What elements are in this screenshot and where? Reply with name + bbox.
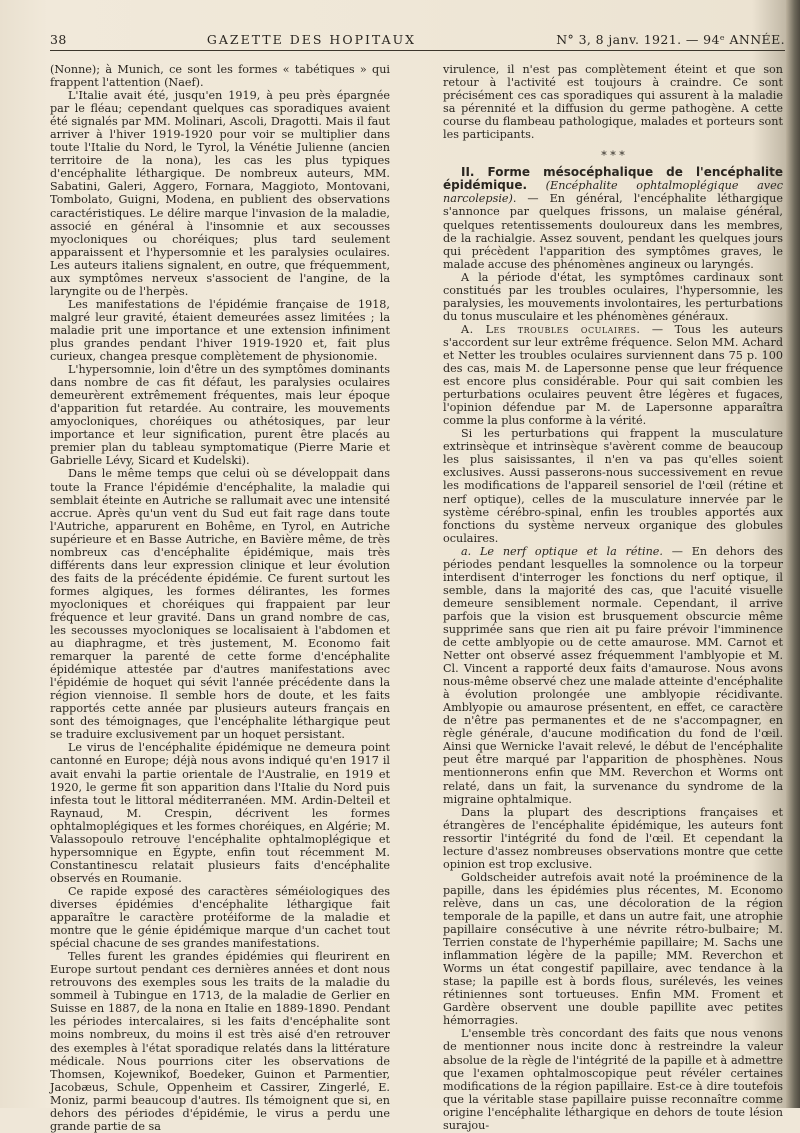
- paragraph: Goldscheider autrefois avait noté la proéminence de la papille, dans les épidémies plus récentes, M. Economo relève, dans un cas, une décoloration de la région temporale de la papille, et dans un autre fait, une atrophie papillaire consécutive à une névrite rétro-bulbaire; M. Terrien constate de l'hyperhémie papillaire; M. Sachs une inflammation légère de la papille; MM. Reverchon et Worms un état congestif papillaire, avec tendance à la stase; la papille est à bords flous, surélevés, les veines rétiniennes sont tortueuses. Enfin MM. Froment et Gardère observent une double papillite avec petites hémorragies.: [443, 870, 783, 1028]
- subsection-a1: [443, 545, 783, 806]
- subsection-text: — Tous les auteurs s'accordent sur leur extrême fréquence. Selon MM. Achard et Netter les troubles oculaires surviennent dans 75 p. 100 des cas, mais M. de Lapersonne pense que leur fréquence est encore plus considérable. Pour qui sait combien les perturbations oculaires peuvent être légères et fugaces, l'opinion défendue par M. de Lapersonne apparaîtra comme la plus conforme à la vérité.: [443, 322, 783, 428]
- paragraph: (Nonne); à Munich, ce sont les formes « tabétiques » qui frappent l'attention (Naef).: [50, 63, 390, 90]
- left-column: [50, 63, 390, 1133]
- paragraph: Si les perturbations qui frappent la musculature extrinsèque et intrinsèque s'avèrent comme de beaucoup les plus saisissantes, il n'en va pas qu'elles soient exclusives. Aussi passerons-nous successivement en revue les modifications de l'appareil sensoriel de l'œil (rétine et nerf optique), celles de la musculature innervée par le système cérébro-spinal, enfin les troubles apportés aux fonctions du système nerveux organique des globules oculaires.: [443, 427, 783, 545]
- paragraph: Dans la plupart des descriptions françaises et étrangères de l'encéphalite épidémique, les auteurs font ressortir l'intégrité du fond de l'œil. Et cependant la lecture d'assez nombreuses observations montre que cette opinion est trop exclusive.: [443, 805, 783, 871]
- paragraph: L'ensemble très concordant des faits que nous venons de mentionner nous incite donc à restreindre la valeur absolue de la règle de l'intégrité de la papille et à admettre que l'examen ophtalmoscopique peut révéler certaines modifications de la région papillaire. Est-ce à dire toutefois que la véritable stase papillaire puisse reconnaître comme origine l'encéphalite léthargique en dehors de toute lésion surajou-: [443, 1027, 783, 1132]
- page-header: [50, 28, 785, 51]
- paragraph: A la période d'état, les symptômes cardinaux sont constitués par les troubles oculaires, l'hypersomnie, les paralysies, les mouvements involontaires, les perturbations du tonus musculaire et les phénomènes généraux.: [443, 270, 783, 323]
- subsection-label: a. Le nerf optique et la rétine.: [461, 544, 663, 558]
- subsection-text: — En dehors des périodes pendant lesquelles la somnolence ou la torpeur interdisent d'interroger les fonctions du nerf optique, il semble, dans la majorité des cas, que l'acuité visuelle demeure sensiblement normale. Cependant, il arrive parfois que la vision est brusquement obscurcie même supprimée sans que rien ait pu faire prévoir l'imminence de cette amblyopie ou de cette amaurose. MM. Carnot et Netter ont observé assez fréquemment l'amblyopie et M. Cl. Vincent a rapporté deux faits d'amaurose. Nous avons nous-même observé chez une malade atteinte d'encéphalite à évolution prolongée une amblyopie récidivante. Amblyopie ou amaurose présentent, en effet, ce caractère de n'être pas permanentes et de ne s'accompagner, en règle générale, d'aucune modification du fond de l'œil. Ainsi que Wernicke l'avait relevé, le début de l'encéphalite peut être marqué par l'apparition de phosphènes. Nous mentionnerons enfin que MM. Reverchon et Worms ont relaté, dans un fait, la survenance du syndrome de la migraine ophtalmique.: [443, 544, 783, 806]
- subsection-a: [443, 323, 783, 427]
- paragraph: virulence, il n'est pas complètement éteint et que son retour à l'activité est toujours à craindre. Ce sont précisément ces cas sporadiques qui assurent à la maladie sa pérennité et la diffusion du germe pathogène. A cette course du flambeau pathologique, malades et porteurs sont les participants.: [443, 63, 783, 142]
- page-binding-edge: [786, 0, 800, 1108]
- page-number: 38: [50, 31, 67, 47]
- journal-title: GAZETTE DES HOPITAUX: [206, 31, 417, 47]
- paragraph: Dans le même temps que celui où se développait dans toute la France l'épidémie d'encéphalite, la maladie qui semblait éteinte en Autriche se rallumait avec une intensité accrue. Après qu'un vent du Sud eut fait rage dans toute l'Autriche, apparurent en Bohême, en Tyrol, en Autriche supérieure et en Basse Autriche, en Bavière même, de très nombreux cas d'encéphalite épidémique, mais très différents dans leur expression clinique et leur évolution des faits de la précédente épidémie. Ce furent surtout les formes algiques, les formes délirantes, les formes myocloniques et choréiques qui frappaient par leur fréquence et leur gravité. Dans un grand nombre de cas, les secousses myocloniques se localisaient à l'abdomen et au diaphragme, et très justement, M. Economo fait remarquer la parenté de cette forme d'encéphalite épidémique attestée par d'autres manifestations avec l'épidémie de hoquet qui sévit l'année précédente dans la région viennoise. Il semble hors de doute, et les faits rapportés cette année par plusieurs auteurs français en sont des témoignages, que l'encéphalite léthargique peut se traduire exclusivement par un hoquet persistant.: [50, 467, 390, 742]
- right-column: [443, 63, 783, 1132]
- section-separator: * * *: [601, 149, 625, 163]
- section-text: — En général, l'encéphalite léthargique s'annonce par quelques frissons, un malaise général, quelques retentissements douloureux dans les membres, de la rachialgie. Assez souvent, pendant les quelques jours qui précèdent l'apparition des symptômes graves, le malade accuse des phénomènes angineux ou laryngés.: [443, 192, 783, 271]
- paragraph: L'hypersomnie, loin d'être un des symptômes dominants dans nombre de cas fit défaut, les paralysies oculaires demeurèrent extrêmement fréquentes, mais leur époque d'apparition fut retardée. Au contraire, les mouvements amyocloniques, choréiques ou athétosiques, par leur importance et leur signification, purent être placés au premier plan du tableau symptomatique (Pierre Marie et Gabrielle Lévy, Sicard et Kudelski).: [50, 363, 390, 468]
- paragraph: Les manifestations de l'épidémie française de 1918, malgré leur gravité, étaient demeurées assez limitées ; la maladie prit une importance et une extension infiniment plus grandes pendant l'hiver 1919-1920 et, fait plus curieux, changea presque complètement de physionomie.: [50, 297, 390, 364]
- paragraph: Le virus de l'encéphalite épidémique ne demeura point cantonné en Europe; déjà nous avons indiqué qu'en 1917 il avait envahi la partie orientale de l'Australie, en 1919 et 1920, le germe fit son apparition dans l'Italie du Nord puis infesta tout le littoral méditerranéen. MM. Ardin-Delteil et Raynaud, M. Crespin, décrivent les formes ophtalmoplégiques et les formes choréiques, en Algérie; M. Valassopoulo retrouve l'encéphalite ophtalmoplégique et hypersomnique en Égypte, enfin tout récemment M. Constantinescu relatait plusieurs faits d'encéphalite observés en Roumanie.: [50, 741, 390, 885]
- subsection-label: A. Les troubles oculaires.: [461, 322, 641, 336]
- section-title: II. Forme mésocéphalique de l'encéphalite épidémique.: [443, 165, 783, 193]
- issue-info: N° 3, 8 janv. 1921. — 94ᵉ ANNÉE.: [556, 31, 785, 47]
- paragraph: L'Italie avait été, jusqu'en 1919, à peu près épargnée par le fléau; cependant quelques cas sporadiques avaient été signalés par MM. Molinari, Ascoli, Dragotti. Mais il faut arriver à l'hiver 1919-1920 pour voir se multiplier dans toute l'Italie du Nord, le Tyrol, la Vénétie Julienne (ancien territoire de la nona), les cas les plus typiques d'encéphalite léthargique. De nombreux auteurs, MM. Sabatini, Galeri, Aggero, Fornara, Maggioto, Montovani, Tombolato, Guigni, Modena, en publient des observations caractéristiques. Le délire marque l'invasion de la maladie, associé en général à l'insomnie et aux secousses myocloniques ou choréiques; plus tard seulement apparaissent et l'hypersomnie et les paralysies oculaires. Les auteurs italiens signalent, en outre, que fréquemment, aux symptômes nerveux s'associent de l'angine, de la laryngite ou de l'herpès.: [50, 89, 390, 298]
- paragraph: Telles furent les grandes épidémies qui fleurirent en Europe surtout pendant ces dernières années et dont nous retrouvons des exemples sous les traits de la maladie du sommeil à Tubingue en 1713, de la maladie de Gerlier en Suisse en 1887, de la nona en Italie en 1889-1890. Pendant les périodes intercalaires, si les faits d'encéphalite sont moins nombreux, du moins il est très aisé d'en retrouver des exemples à l'état sporadique relatés dans la littérature médicale. Nous pourrions citer les observations de Thomsen, Kojewnikof, Boedeker, Guinon et Parmentier, Jacobæus, Schule, Oppenheim et Cassirer, Zingerlé, E. Moniz, parmi beaucoup d'autres. Ils témoignent que si, en dehors des périodes d'épidémie, le virus a perdu une grande partie de sa: [50, 950, 390, 1133]
- paragraph: Ce rapide exposé des caractères séméiologiques des diverses épidémies d'encéphalite léthargique fait apparaître le caractère protéiforme de la maladie et montre que le génie épidémique marque d'un cachet tout spécial chacune de ses grandes manifestations.: [50, 884, 390, 951]
- section-heading: [443, 166, 783, 270]
- section-subtitle: (Encéphalite ophtalmoplégique avec narcolepsie).: [443, 179, 783, 206]
